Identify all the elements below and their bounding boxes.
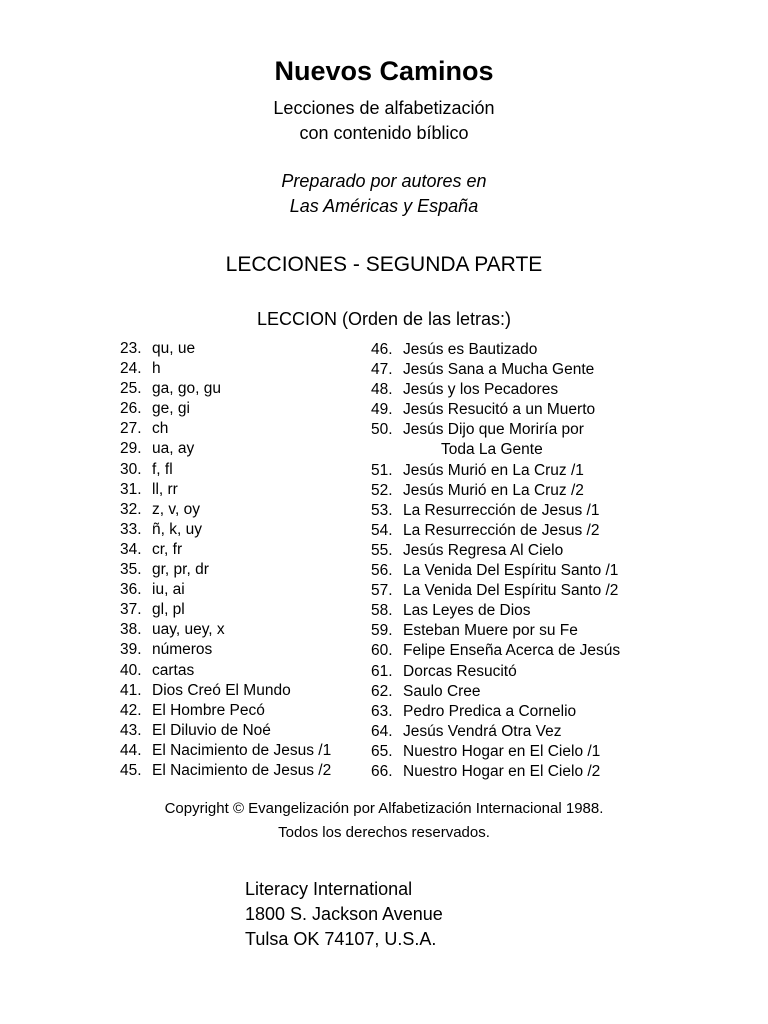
lesson-number: 66. [371,762,393,780]
lesson-title: El Diluvio de Noé [152,721,271,739]
lesson-item [120,399,360,419]
lesson-heading: LECCION (Orden de las letras:) [256,309,512,329]
lesson-item [371,461,661,481]
lesson-number: 30. [120,460,142,478]
lesson-title: h [152,360,161,378]
lesson-number: 62. [371,682,393,700]
lesson-number: 43. [120,721,142,739]
lesson-item [371,722,661,742]
lesson-number: 37. [120,601,142,619]
lesson-title: ch [152,420,169,438]
lesson-title: ñ, k, uy [152,520,202,538]
lesson-number: 50. [371,421,393,439]
lesson-number: 41. [120,681,142,699]
lesson-item [120,339,360,359]
lesson-item [120,640,360,660]
lesson-title: Nuestro Hogar en El Cielo /2 [403,762,601,780]
lesson-item-continuation [371,440,661,460]
page-title: Nuevos Caminos [274,56,494,86]
lesson-title: z, v, oy [152,500,200,518]
lesson-title: Dorcas Resucitó [403,662,517,680]
lesson-item [120,560,360,580]
lesson-title: El Hombre Pecó [152,701,265,719]
lesson-number: 59. [371,622,393,640]
lesson-title: La Resurrección de Jesus /2 [403,521,600,539]
lesson-title: Jesús Vendrá Otra Vez [403,722,562,740]
lesson-number: 49. [371,401,393,419]
lesson-title: La Resurrección de Jesus /1 [403,501,600,519]
lesson-number: 23. [120,340,142,357]
lesson-title: La Venida Del Espíritu Santo /2 [403,582,619,600]
lesson-item [120,681,360,701]
lesson-title: Saulo Cree [403,682,481,700]
lesson-number: 57. [371,582,393,600]
lesson-item [120,741,360,761]
part-heading: LECCIONES - SEGUNDA PARTE [225,253,543,276]
lesson-title: El Nacimiento de Jesus /2 [152,761,332,779]
lesson-number: 36. [120,581,142,599]
prepared-by-line: Preparado por autores en [281,171,487,191]
lesson-number: 48. [371,381,393,399]
lesson-item [371,742,661,762]
lesson-title: Jesús es Bautizado [403,341,538,358]
lesson-title: Jesús Regresa Al Cielo [403,541,564,559]
lesson-number: 35. [120,561,142,579]
address-line: 1800 S. Jackson Avenue [245,904,443,924]
lesson-title: gl, pl [152,601,185,619]
lesson-item [120,701,360,721]
lesson-number: 58. [371,602,393,620]
lesson-title: Toda La Gente [441,441,543,459]
lesson-number: 46. [371,341,393,358]
lesson-item [371,641,661,661]
lesson-item [371,662,661,682]
lesson-title: Nuestro Hogar en El Cielo /1 [403,742,601,760]
lesson-number: 38. [120,621,142,639]
lesson-title: iu, ai [152,581,185,599]
subtitle-line: con contenido bíblico [299,123,469,143]
lesson-item [371,561,661,581]
lesson-title: Jesús Murió en La Cruz /2 [403,481,584,499]
prepared-by [0,169,768,219]
lesson-item [371,541,661,561]
lesson-item [371,501,661,521]
lesson-number: 63. [371,702,393,720]
lesson-number: 39. [120,641,142,659]
lesson-item [120,520,360,540]
lesson-title: Jesús Resucitó a un Muerto [403,401,596,419]
lesson-item [371,682,661,702]
copyright-line: Copyright © Evangelización por Alfabetización Internacional 1988. [164,800,604,817]
copyright-notice [0,797,768,845]
lesson-number: 47. [371,361,393,379]
lesson-title: ga, go, gu [152,380,221,398]
lesson-item [120,661,360,681]
lesson-item [120,600,360,620]
lesson-title: ua, ay [152,440,195,458]
lesson-item [371,340,661,360]
lesson-title: Las Leyes de Dios [403,602,531,620]
lesson-number: 65. [371,742,393,760]
lesson-item [120,460,360,480]
lesson-number: 54. [371,521,393,539]
lesson-item [120,480,360,500]
lesson-number: 29. [120,440,142,458]
lesson-number: 55. [371,541,393,559]
lessons-list-right [371,340,661,782]
lesson-number: 61. [371,662,393,680]
lesson-item [120,439,360,459]
lesson-title: gr, pr, dr [152,561,209,579]
lesson-title: números [152,641,213,659]
lesson-number: 64. [371,722,393,740]
lesson-item [371,481,661,501]
lesson-title: uay, uey, x [152,621,225,639]
lesson-title: Jesús Murió en La Cruz /1 [403,461,584,479]
lesson-title: ll, rr [152,480,178,498]
lesson-title: Dios Creó El Mundo [152,681,291,699]
lesson-item [120,761,360,781]
lesson-number: 45. [120,761,142,779]
lesson-item [371,702,661,722]
lesson-number: 32. [120,500,142,518]
address-line: Tulsa OK 74107, U.S.A. [245,929,437,949]
lesson-item [120,419,360,439]
lesson-number: 33. [120,520,142,538]
lesson-title: ge, gi [152,400,190,418]
lesson-title: Jesús Sana a Mucha Gente [403,361,595,379]
lesson-title: La Venida Del Espíritu Santo /1 [403,562,619,580]
lesson-number: 27. [120,420,142,438]
lesson-item [120,500,360,520]
lesson-item [120,721,360,741]
lesson-item [371,380,661,400]
prepared-by-line: Las Américas y España [289,196,479,216]
lesson-number: 60. [371,642,393,660]
copyright-line: Todos los derechos reservados. [278,824,490,841]
lesson-title: Felipe Enseña Acerca de Jesús [403,642,621,660]
lesson-number: 40. [120,661,142,679]
lesson-title: Jesús Dijo que Moriría por [403,421,584,439]
lesson-number: 53. [371,501,393,519]
lesson-number: 42. [120,701,142,719]
lesson-title: Jesús y los Pecadores [403,381,559,399]
lesson-item [120,580,360,600]
lesson-item [371,601,661,621]
lesson-item [371,400,661,420]
lesson-number: 51. [371,461,393,479]
lesson-number: 25. [120,380,142,398]
lesson-number: 24. [120,360,142,378]
lesson-number: 44. [120,741,142,759]
lesson-item [371,621,661,641]
lesson-title: qu, ue [152,340,196,357]
lessons-list-left [120,339,360,781]
lesson-title: El Nacimiento de Jesus /1 [152,741,332,759]
lesson-title: cartas [152,661,195,679]
publisher-address [245,877,443,952]
lesson-title: f, fl [152,460,173,478]
lesson-item [120,379,360,399]
lesson-item [120,620,360,640]
lesson-item [371,581,661,601]
lesson-item [371,360,661,380]
lesson-item [120,359,360,379]
subtitle-line: Lecciones de alfabetización [273,98,495,118]
lesson-number: 26. [120,400,142,418]
lesson-item [371,420,661,440]
lesson-number: 34. [120,540,142,558]
lesson-title: cr, fr [152,540,183,558]
subtitle [0,96,768,146]
lesson-item [371,762,661,782]
lesson-item [371,521,661,541]
lesson-item [120,540,360,560]
lesson-number: 56. [371,562,393,580]
lesson-title: Esteban Muere por su Fe [403,622,578,640]
lesson-number: 31. [120,480,142,498]
address-line: Literacy International [245,879,413,899]
lesson-number: 52. [371,481,393,499]
lesson-title: Pedro Predica a Cornelio [403,702,577,720]
